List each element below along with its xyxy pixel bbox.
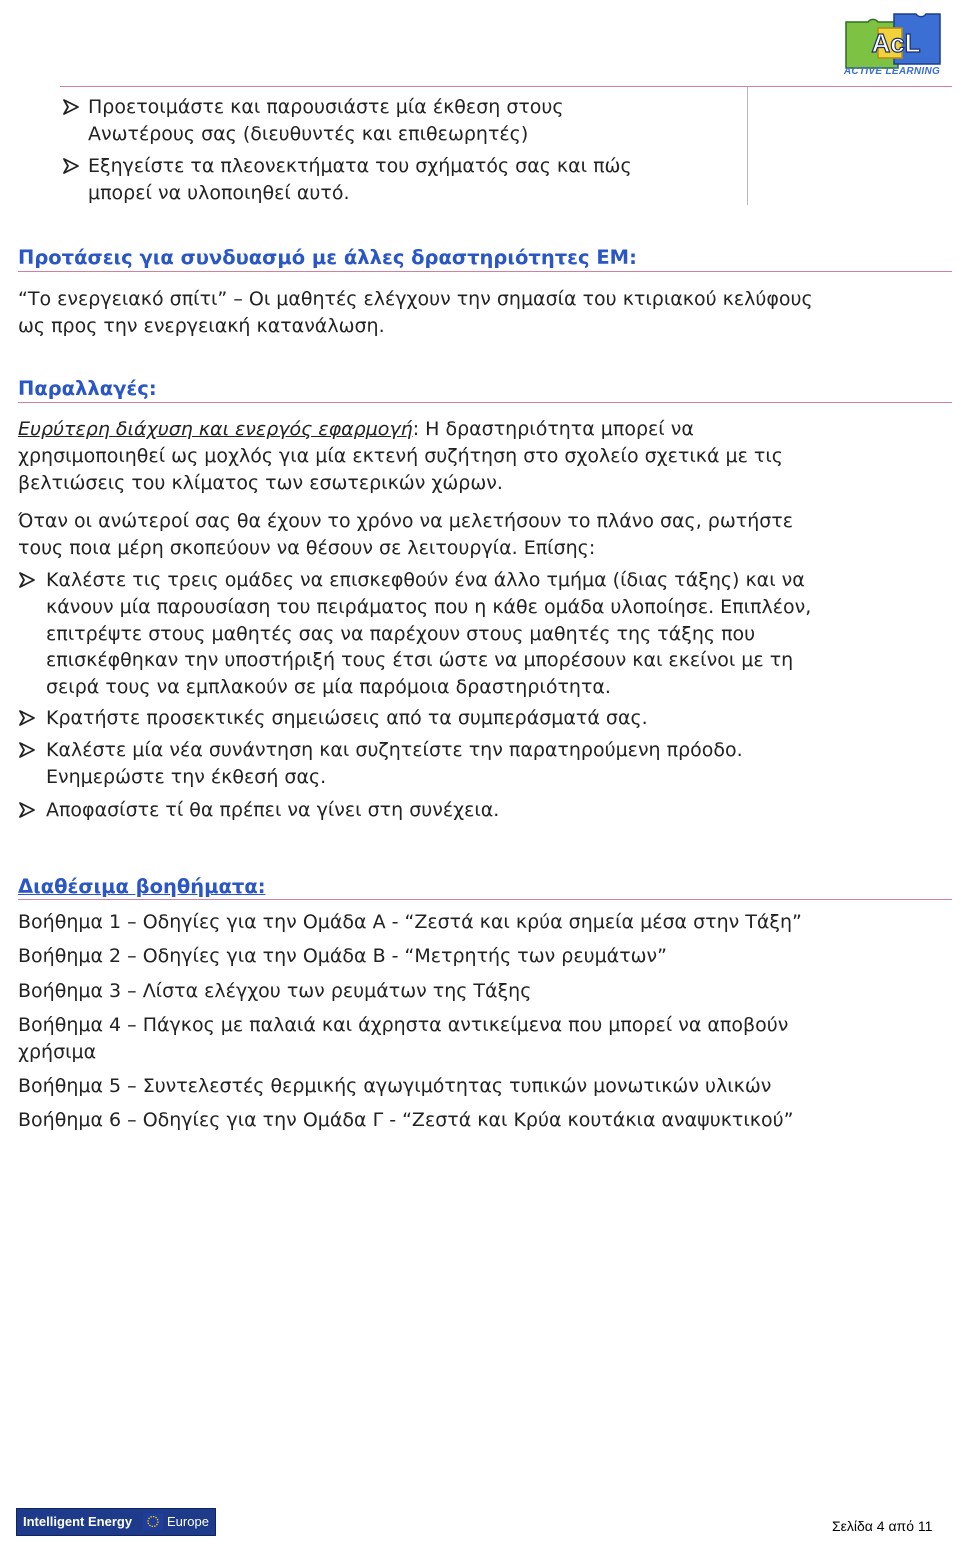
eu-flag-icon xyxy=(143,1513,163,1530)
variation-bullet-1-line-5: σειρά τους να εμπλακούν σε μία παρόμοια δραστηριότητα. xyxy=(46,676,611,698)
variation-bullet-1-line-4: επισκέφθηκαν την υποστήριξή τους έτσι ώστε να μπορέσουν και εκείνοι με τη xyxy=(46,649,794,671)
resource-item-4-line-1: Βοήθημα 4 – Πάγκος με παλαιά και άχρηστα αντικείμενα που μπορεί να αποβούν xyxy=(18,1014,789,1036)
variations-line-2: χρησιμοποιηθεί ως μοχλός για μία εκτενή συζήτηση στο σχολείο σχετικά με τις xyxy=(18,445,783,467)
arrow-bullet-icon xyxy=(18,800,36,820)
section-rule xyxy=(18,271,952,272)
variations-line-3: βελτιώσεις του κλίματος των εσωτερικών χώρων. xyxy=(18,472,503,494)
combos-line-2: ως προς την ενεργειακή κατανάλωση. xyxy=(18,315,385,337)
resource-item-6: Βοήθημα 6 – Οδηγίες για την Ομάδα Γ - “Ζεστά και Κρύα κουτάκια αναψυκτικού” xyxy=(18,1109,794,1131)
section-title-resources: Διαθέσιμα βοηθήματα: xyxy=(18,875,266,898)
resource-item-3: Βοήθημα 3 – Λίστα ελέγχου των ρευμάτων της Τάξης xyxy=(18,980,532,1002)
logo-letters: AcL xyxy=(871,28,921,58)
section-title-combos: Προτάσεις για συνδυασμό με άλλες δραστηριότητες ΕΜ: xyxy=(18,246,637,269)
header-divider xyxy=(747,87,748,205)
combos-line-1: “Το ενεργειακό σπίτι” – Οι μαθητές ελέγχουν την σημασία του κτιριακού κελύφους xyxy=(18,288,813,310)
resource-item-2: Βοήθημα 2 – Οδηγίες για την Ομάδα Β - “Μετρητής των ρευμάτων” xyxy=(18,945,668,967)
resource-item-1: Βοήθημα 1 – Οδηγίες για την Ομάδα Α - “Ζεστά και κρύα σημεία μέσα στην Τάξη” xyxy=(18,911,802,933)
section-rule xyxy=(18,402,952,403)
variations-para-line-2: τους ποια μέρη σκοπεύουν να θέσουν σε λειτουργία. Επίσης: xyxy=(18,537,596,559)
variations-para-line-1: Όταν οι ανώτεροί σας θα έχουν το χρόνο να μελετήσουν το πλάνο σας, ρωτήστε xyxy=(18,510,793,532)
variations-line-1 xyxy=(18,416,694,442)
variation-bullet-3-line-2: Ενημερώστε την έκθεσή σας. xyxy=(46,766,327,788)
top-bullet-1-line-1: Προετοιμάστε και παρουσιάστε μία έκθεση στους xyxy=(88,96,564,118)
arrow-bullet-icon xyxy=(62,156,80,176)
arrow-bullet-icon xyxy=(18,708,36,728)
arrow-bullet-icon xyxy=(62,97,80,117)
intelligent-energy-europe-logo xyxy=(16,1508,216,1536)
variation-bullet-1-line-2: κάνουν μία παρουσίαση του πειράματος που η κάθε ομάδα υλοποίησε. Επιπλέον, xyxy=(46,596,812,618)
top-bullet-2-line-1: Εξηγείστε τα πλεονεκτήματα του σχήματός σας και πώς xyxy=(88,155,632,177)
logo-caption: ACTIVE LEARNING xyxy=(843,66,941,77)
page-number: Σελίδα 4 από 11 xyxy=(832,1518,933,1534)
variations-lead-italic: Ευρύτερη διάχυση και ενεργός εφαρμογή xyxy=(18,418,413,440)
resource-item-4-line-2: χρήσιμα xyxy=(18,1041,97,1063)
variation-bullet-2-line-1: Κρατήστε προσεκτικές σημειώσεις από τα συμπεράσματά σας. xyxy=(46,707,648,729)
variation-bullet-1-line-1: Καλέστε τις τρεις ομάδες να επισκεφθούν ένα άλλο τμήμα (ίδιας τάξης) και να xyxy=(46,569,805,591)
variation-bullet-4-line-1: Αποφασίστε τί θα πρέπει να γίνει στη συνέχεια. xyxy=(46,799,500,821)
top-bullet-1-line-2: Ανωτέρους σας (διευθυντές και επιθεωρητές) xyxy=(88,123,529,145)
active-learning-logo xyxy=(838,8,946,80)
top-bullet-2-line-2: μπορεί να υλοποιηθεί αυτό. xyxy=(88,182,350,204)
footer-region: Europe xyxy=(167,1514,209,1529)
resource-item-5: Βοήθημα 5 – Συντελεστές θερμικής αγωγιμότητας τυπικών μονωτικών υλικών xyxy=(18,1075,772,1097)
footer-brand: Intelligent Energy xyxy=(23,1514,133,1529)
variation-bullet-3-line-1: Καλέστε μία νέα συνάντηση και συζητείστε την παρατηρούμενη πρόοδο. xyxy=(46,739,743,761)
header-rule xyxy=(60,86,952,87)
arrow-bullet-icon xyxy=(18,570,36,590)
variation-bullet-1-line-3: επιτρέψτε στους μαθητές σας να παρέχουν στους μαθητές της τάξης που xyxy=(46,623,756,645)
section-rule xyxy=(18,899,952,900)
variations-lead-rest: : Η δραστηριότητα μπορεί να xyxy=(412,418,694,440)
section-title-variations: Παραλλαγές: xyxy=(18,377,157,400)
arrow-bullet-icon xyxy=(18,740,36,760)
